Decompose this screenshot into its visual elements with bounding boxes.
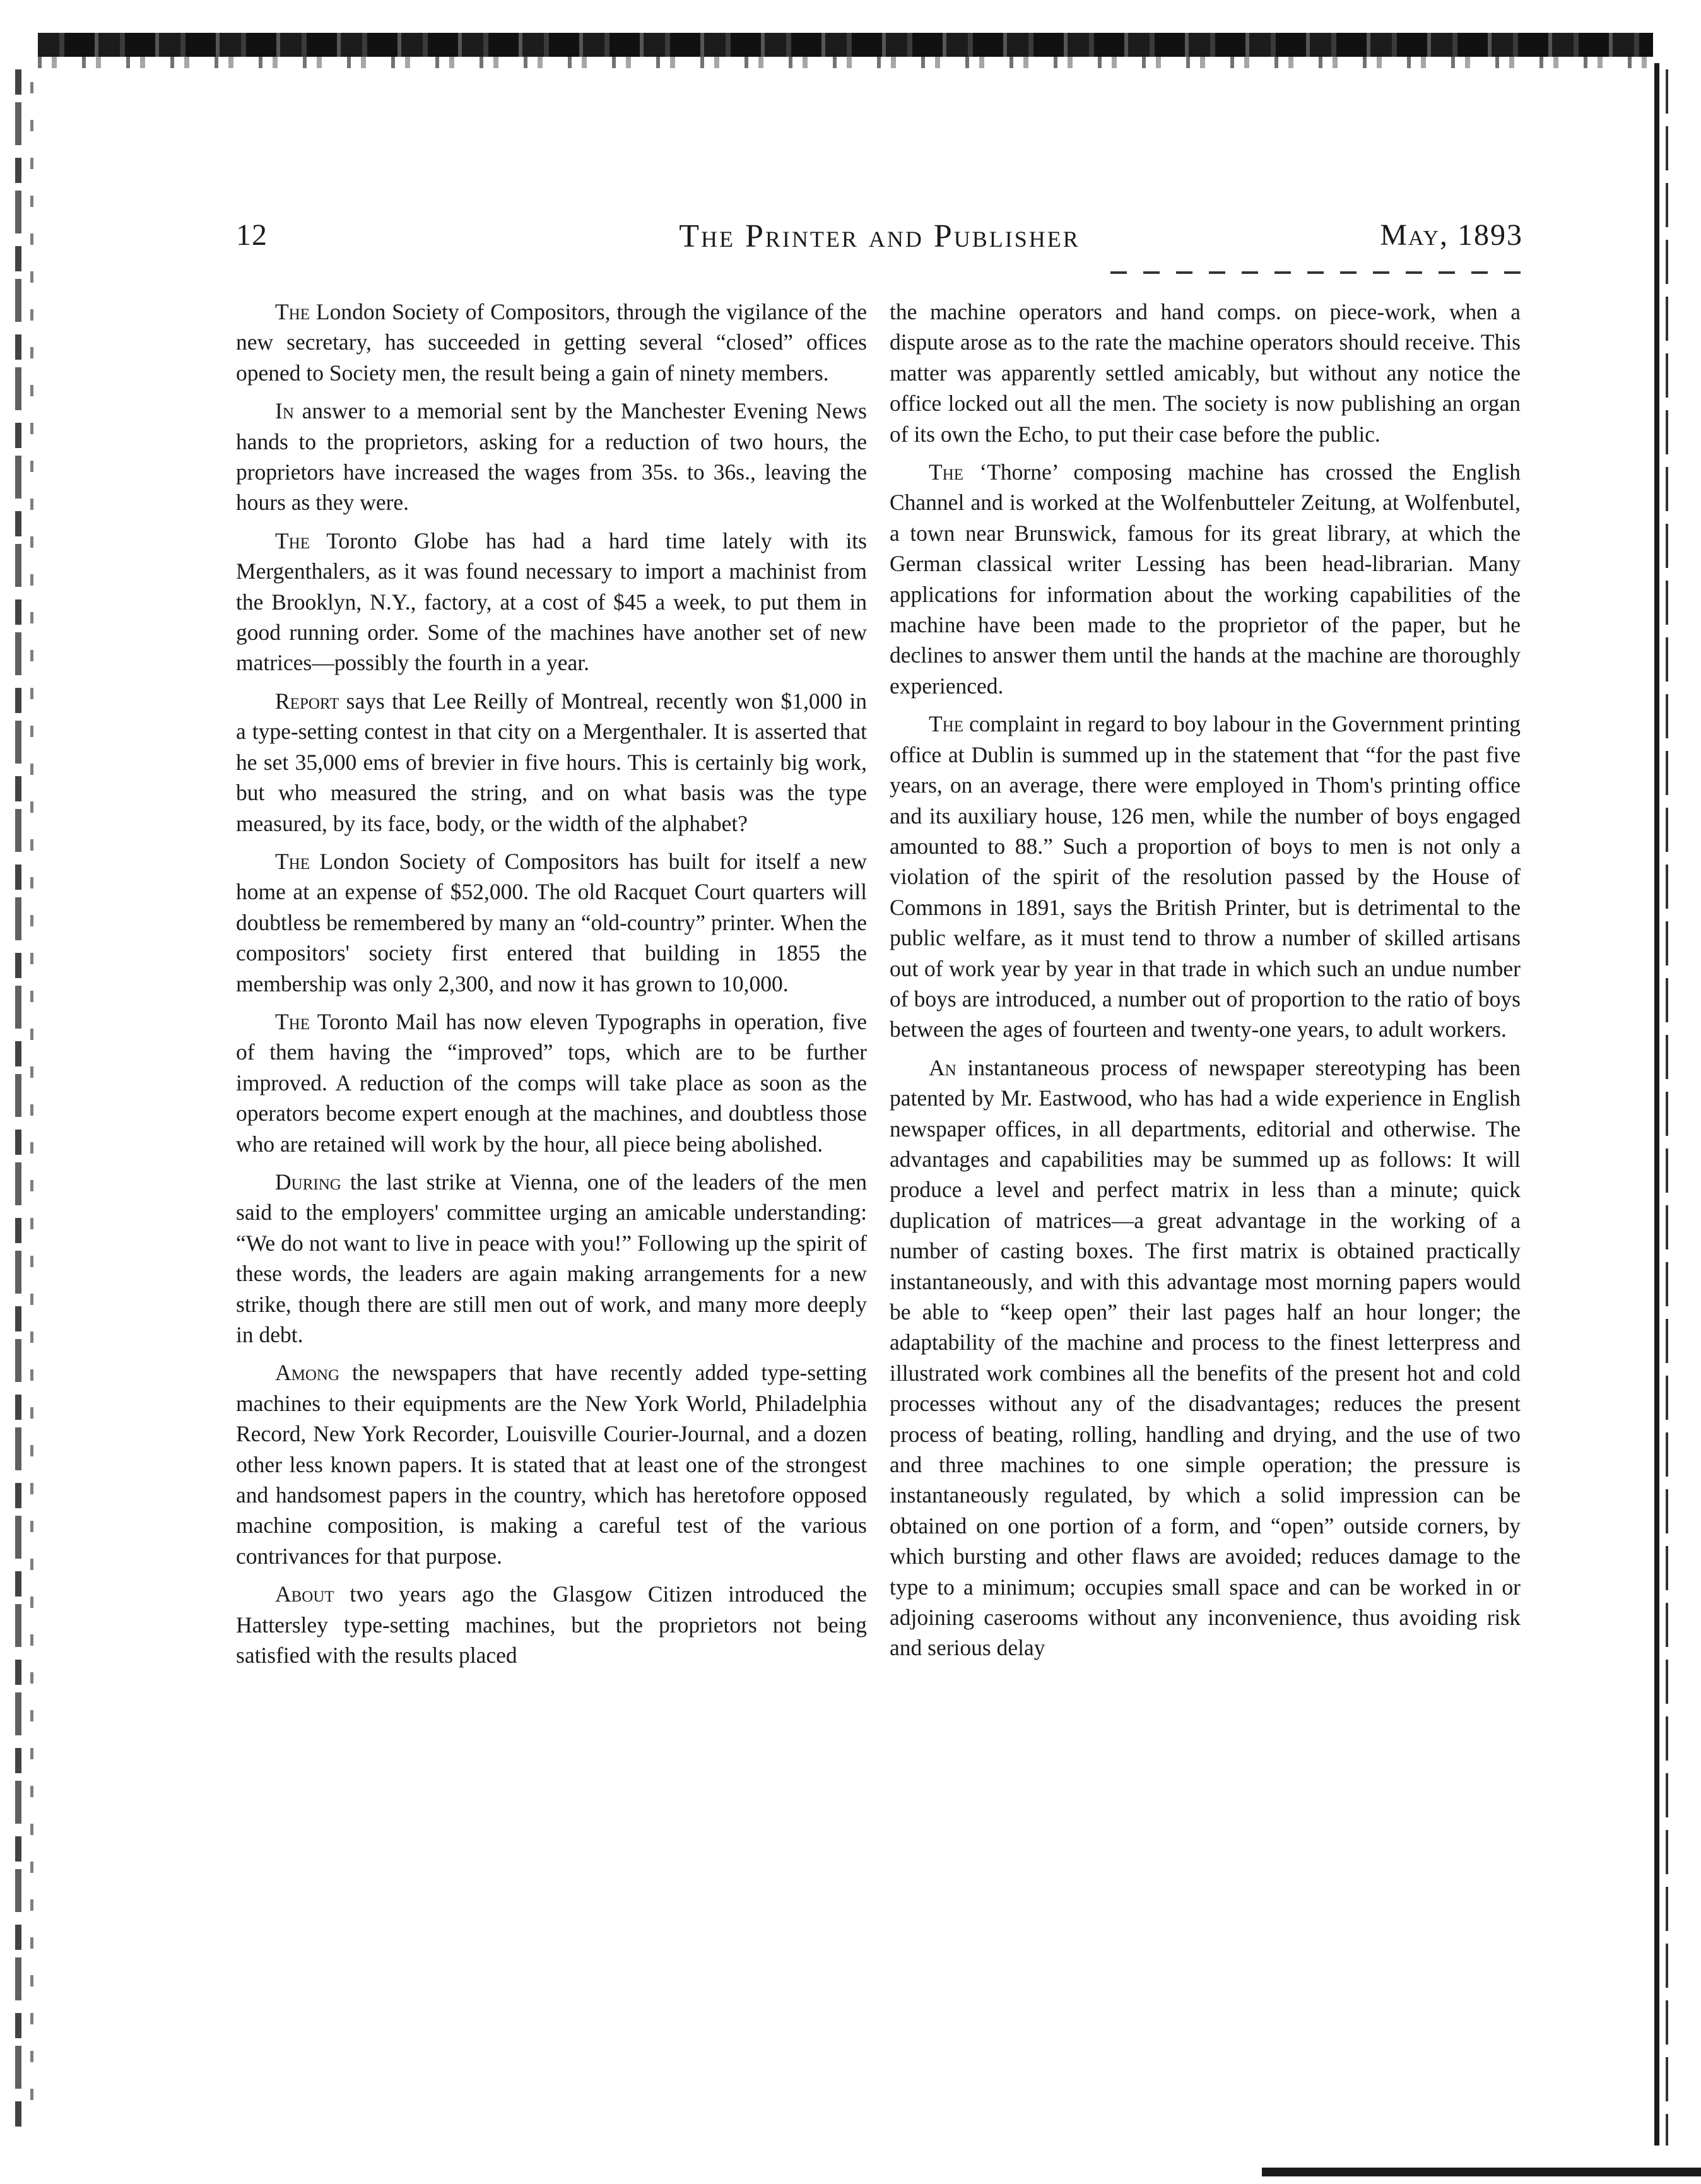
top-border-rule — [38, 33, 1653, 57]
publication-title: The Printer and Publisher — [679, 218, 1080, 254]
paragraph-text: answer to a memorial sent by the Manchester Evening News hands to the proprietors, asking for a reduction of two hours, the proprietors have increased the wages from 35s. to 36s., leaving the hours as they were. — [236, 398, 867, 516]
left-binding-edge — [15, 69, 21, 2127]
header-rule — [1110, 271, 1521, 274]
right-binding-edge — [1654, 63, 1659, 2146]
article-paragraph — [236, 297, 867, 388]
paragraph-text: instantaneous process of newspaper stereotyping has been patented by Mr. Eastwood, who has had a wide experience in English newspaper offices, in all departments, editorial and otherwise. The advantages and capabilities may be summed up as follows: It will produce a level and perfect matrix in less than a minute; quick duplication of matrices—a great advantage in the working of a number of casting boxes. The first matrix is obtained practically instantaneously, and with this advantage most morning papers would be able to “keep open” their last pages half an hour longer; the adaptability of the machine and process to the finest letterpress and illustrated work combines all the benefits of the present hot and cold processes without any of the disadvantages; reduces the present process of beating, rolling, handling and drying, and the use of two and three machines to one simple operation; the pressure is instantaneously regulated, by which a solid impression can be obtained on one portion of a form, and “open” outside corners, by which bursting and other flaws are avoided; reduces damage to the type to a minimum; occupies small space and can be worked in or adjoining caserooms without any inconvenience, thus avoiding risk and serious delay — [890, 1054, 1521, 1661]
paragraph-text: two years ago the Glasgow Citizen introduced the Hattersley type-setting machines, but the proprietors not being satisfied with the results placed — [236, 1581, 867, 1668]
paragraph-lead: The — [929, 459, 964, 485]
paragraph-lead: Report — [275, 688, 339, 714]
paragraph-lead: In — [275, 398, 294, 424]
paragraph-text: London Society of Compositors, through the vigilance of the new secretary, has succeeded in getting several “closed” offices opened to Society men, the result being a gain of ninety members. — [236, 299, 867, 386]
article-paragraph — [236, 846, 867, 999]
paragraph-lead: During — [275, 1169, 341, 1195]
paragraph-lead: The — [275, 299, 310, 324]
paragraph-text: Toronto Mail has now eleven Typographs in operation, five of them having the “improved” tops, which are to be further improved. A reduction of the comps will take place as soon as the operators become expert enough at the machines, and doubtless those who are retained will work by the hour, all piece being abolished. — [236, 1008, 867, 1157]
paragraph-text: complaint in regard to boy labour in the Government printing office at Dublin is summed up in the statement that “for the past five years, on an average, there were employed in Thom's printing office and its auxiliary house, 126 men, while the number of boys engaged amounted to 88.” Such a proportion of boys to men is not only a violation of the spirit of the resolution passed by the House of Commons in 1891, says the British Printer, but is detrimental to the public welfare, as it must tend to throw a number of skilled artisans out of work year by year in that trade in which such an undue number of boys are introduced, a number out of proportion to the ratio of boys between the ages of fourteen and twenty-one years, to adult workers. — [890, 711, 1521, 1042]
right-column — [890, 297, 1521, 1671]
article-paragraph — [236, 1006, 867, 1159]
article-paragraph — [890, 457, 1521, 701]
paragraph-text: says that Lee Reilly of Montreal, recently won $1,000 in a type-setting contest in that city on a Mergenthaler. It is asserted that he set 35,000 ems of brevier in five hours. This is certainly big work, but who measured the string, and on what basis was the type measured, by its face, body, or the width of the alphabet? — [236, 688, 867, 836]
paragraph-text: the newspapers that have recently added type-setting machines to their equipments are the New York World, Philadelphia Record, New York Recorder, Louisville Courier-Journal, and a dozen other less known papers. It is stated that at least one of the strongest and handsomest papers in the country, which has heretofore opposed machine composition, is making a careful test of the various contrivances for that purpose. — [236, 1360, 867, 1569]
article-paragraph — [890, 1053, 1521, 1663]
paragraph-text: Toronto Globe has had a hard time lately with its Mergenthalers, as it was found necessary to import a machinist from the Brooklyn, N.Y., factory, at a cost of $45 a week, to put them in good running order. Some of the machines have another set of new matrices—possibly the fourth in a year. — [236, 528, 867, 676]
running-header — [236, 218, 1523, 262]
issue-date: May, 1893 — [1380, 218, 1523, 252]
article-paragraph — [236, 686, 867, 839]
paragraph-text: ‘Thorne’ composing machine has crossed the English Channel and is worked at the Wolfenbutteler Zeitung, at Wolfenbutel, a town near Brunswick, famous for its great library, at which the German classical writer Lessing has been head-librarian. Many applications for information about the working capabilities of the machine have been made to the proprietor of the paper, but he declines to answer them until the hands at the machine are thoroughly experienced. — [890, 459, 1521, 699]
article-paragraph-continued — [890, 297, 1521, 449]
article-paragraph — [236, 1579, 867, 1670]
left-column — [236, 297, 867, 1678]
right-binding-edge-outer — [1666, 69, 1668, 2146]
bottom-border-rule — [1262, 2168, 1701, 2176]
paragraph-lead: An — [929, 1054, 956, 1080]
paragraph-lead: Among — [275, 1360, 340, 1386]
top-border-speckle — [38, 57, 1653, 68]
article-paragraph — [890, 709, 1521, 1044]
paragraph-text: London Society of Compositors has built for itself a new home at an expense of $52,000. The old Racquet Court quarters will doubtless be remembered by many an “old-country” printer. When the compositors' society first entered that building in 1855 the membership was only 2,300, and now it has grown to 10,000. — [236, 848, 867, 996]
paragraph-lead: About — [275, 1581, 334, 1607]
page-number: 12 — [236, 218, 268, 252]
article-paragraph — [236, 1167, 867, 1350]
paragraph-text: the last strike at Vienna, one of the leaders of the men said to the employers' committee urging an amicable understanding: “We do not want to live in peace with you!” Following up the spirit of these words, the leaders are again making arrangements for a new strike, though there are still men out of work, and many more deeply in debt. — [236, 1169, 867, 1347]
article-paragraph — [236, 396, 867, 518]
paragraph-text: the machine operators and hand comps. on piece-work, when a dispute arose as to the rate the machine operators should receive. This matter was apparently settled amicably, but without any notice the office locked out all the men. The society is now publishing an organ of its own the Echo, to put their case before the public. — [890, 299, 1521, 447]
paragraph-lead: The — [275, 848, 310, 874]
article-paragraph — [236, 526, 867, 678]
article-paragraph — [236, 1357, 867, 1571]
paragraph-lead: The — [929, 711, 964, 737]
paragraph-lead: The — [275, 1008, 310, 1034]
paragraph-lead: The — [275, 528, 310, 553]
left-binding-edge-inner — [30, 82, 33, 2127]
